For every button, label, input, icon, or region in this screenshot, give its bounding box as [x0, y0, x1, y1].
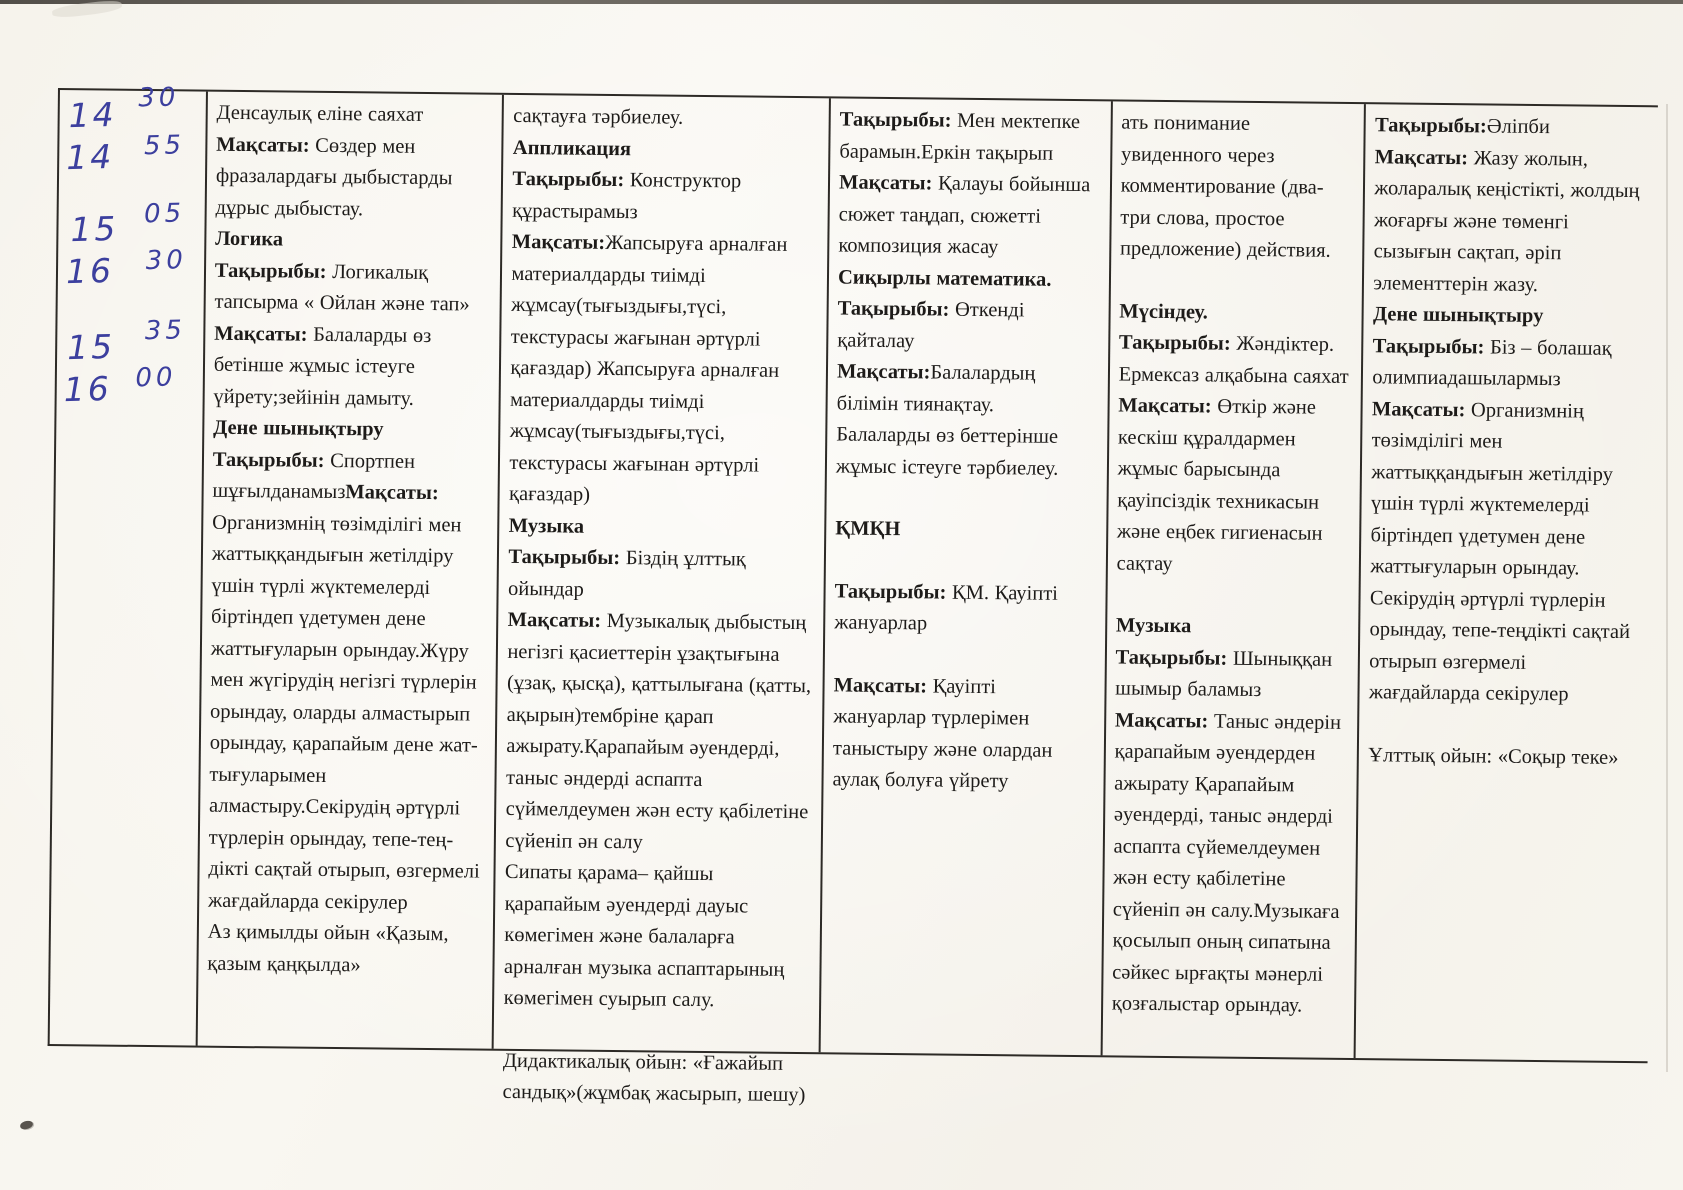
bold-label: Тақырыбы:	[834, 579, 947, 604]
paragraph	[1375, 110, 1648, 144]
ink-smudge	[19, 1119, 34, 1131]
text-run: Мен мектепке барамын.Еркін тақырып	[839, 109, 1081, 165]
paragraph	[1373, 299, 1646, 333]
paragraph	[837, 293, 1098, 359]
paragraph	[214, 255, 490, 321]
bold-label: Мақсаты:	[838, 171, 933, 195]
text-run: Өткенді қайталау	[837, 298, 1025, 352]
bold-label: Мүсіндеу.	[1119, 299, 1208, 323]
paragraph	[503, 857, 810, 1018]
text-run: Жәндіктер. Ермексаз алқабына саяхат	[1118, 332, 1349, 388]
paragraph	[1120, 108, 1354, 268]
time-minutes: 05	[143, 198, 186, 230]
bold-label: Мақсаты:	[214, 322, 308, 346]
blank-line	[834, 639, 1095, 673]
time-minutes: 30	[145, 245, 188, 277]
bold-label: Логика	[215, 227, 284, 251]
table-column-4	[821, 98, 1113, 1055]
paragraph	[837, 356, 1098, 422]
text-run: Спортпен шұғылданамыз	[212, 449, 416, 504]
handwritten-time	[65, 130, 196, 180]
scan-top-edge-artifact	[0, 0, 1683, 4]
text-run: Дидактикалық ойын: «Ғажайып сандық»(жұмбақ жасырып, шешу)	[502, 1049, 806, 1107]
bold-label: Мақсаты:	[507, 608, 602, 632]
paragraph	[1112, 705, 1348, 1022]
bold-label: Дене шынықтыру	[213, 416, 384, 441]
bold-label: Мақсаты:	[1374, 145, 1469, 169]
lesson-table	[48, 82, 1658, 1107]
paragraph	[207, 917, 483, 983]
blank-line	[835, 545, 1096, 579]
bold-label: Дене шынықтыру	[1372, 303, 1544, 328]
text-run: Жапсыруға арналған материалдарды тиімді жұмсау(тығыздығы,түсі, текстурасы жағынан әртүрлі қағаздар) Жапсыруға арналған материалдарды тиімді жұмсау(тығыздығы,түсі, текстурасы жағынан әртүрлі қағаздар)	[508, 231, 788, 506]
paragraph	[502, 1045, 808, 1111]
paragraph	[836, 419, 1097, 485]
text-run: Сипаты қарама– қайшы қарапайым әуендерді дауыс көмегімен және балаларға арналған музыка аспаптарының көмегімен суырып салу.	[503, 860, 785, 1012]
text-run: Денсаулық еліне саяхат	[216, 101, 424, 126]
table-column-3	[494, 95, 831, 1107]
bold-label: Мақсаты:	[216, 133, 310, 157]
bold-label: Музыка	[1115, 614, 1192, 638]
text-run: Балаларды өз бетінше жұмыс істеуге үйрету;зейінін дамыту.	[213, 323, 432, 410]
text-run: Қалауы бойынша сюжет таңдап, сюжетті композиция жасау	[838, 172, 1091, 259]
bold-label: Тақырыбы:	[839, 108, 952, 132]
paragraph	[838, 167, 1100, 264]
table-column-6	[1356, 104, 1658, 1061]
blank-line	[1116, 579, 1349, 613]
text-run: Сөздер мен фразалардағы дыбыстарды дұрыс дыбыстау.	[215, 134, 453, 220]
bold-label: Тақырыбы:	[212, 448, 325, 472]
bold-label: Мақсаты:	[511, 230, 606, 254]
text-run: Жазу жолын, жоларалық кеңістікті, жолдың жоғарғы және төменгі сызығын сақтап, әріп элементтерін жазу.	[1373, 146, 1640, 296]
bold-label: Тақырыбы:	[214, 259, 327, 283]
paragraph	[832, 670, 1094, 799]
handwritten-time	[65, 245, 194, 294]
time-hour: 16	[65, 250, 115, 292]
blank-line	[1368, 709, 1641, 743]
text-run: Әліпби	[1486, 115, 1551, 139]
text-run: Музыкалық дыбыстың негізгі қасиеттерін ұзақтығына (ұзақ, қысқа), қаттылығана (қатты, ақырын)тембріне қарап ажырату.Қарапайым әуендерді, таныс әндерді аспапта сүймелдеумен жән есту қабілетіне сүйеніп ән салу	[505, 609, 812, 853]
text-run: сақтауға тәрбиелеу.	[513, 104, 684, 129]
table-column-5	[1102, 101, 1366, 1058]
bold-label: Сиқырлы математика.	[837, 265, 1052, 291]
text-run: Логикалық тапсырма « Ойлан және тап»	[214, 260, 470, 316]
blank-line	[503, 1014, 809, 1048]
bold-label: Тақырыбы:	[1118, 331, 1231, 355]
blank-line	[835, 482, 1096, 516]
text-run: Организмнің төзімділігі мен жаттыққандығын жетілдіру үшін түрлі жүктемелерді біртіндеп үдетумен дене жаттығуларын орындау.Жүру мен жүгірудің негізгі түрлерін орындау, оларды алмастырып орындау, қарапайым дене жат- тығуларымен алмастыру.Секірудің әртүрлі түрлерін орындау, тепе-тең- дікті сақтай отырып, өзгермелі жағдайларда секірулер	[207, 511, 480, 914]
paragraph	[508, 542, 814, 608]
paragraph	[216, 98, 492, 132]
time-minutes: 30	[137, 82, 180, 114]
paragraph	[1116, 390, 1351, 582]
bold-label: Тақырыбы:	[1374, 114, 1487, 138]
handwritten-time	[63, 362, 193, 412]
time-hour: 16	[63, 368, 113, 410]
paragraph	[1119, 296, 1352, 330]
text-run: Шыныққан шымыр баламыз	[1115, 647, 1333, 702]
paragraph	[213, 413, 489, 447]
text-run: Біздің ұлттық ойындар	[507, 547, 746, 601]
text-run: Организмнің төзімділігі мен жаттыққандығын жетілдіру үшін түрлі жүктемелерді біртіндеп үдетумен дене жаттығуларын орындау. Секірудің әртүрлі түрлерін орындау, тепе-теңдікті сақтай отырып өзгермелі жағдайларда секірулер	[1368, 398, 1631, 706]
time-hour: 14	[65, 136, 115, 178]
bold-label: Аппликация	[512, 136, 632, 160]
paragraph	[835, 513, 1096, 547]
bold-label: Мақсаты:	[836, 360, 931, 384]
time-minutes: 00	[135, 362, 177, 394]
paragraph	[208, 444, 489, 919]
bold-label: Тақырыбы:	[1115, 645, 1228, 670]
paragraph	[1369, 394, 1645, 712]
paragraph	[1368, 740, 1641, 774]
text-run: Өткір және кескіш құралдармен жұмыс барысында қауіпсіздік техникасын және еңбек гигиенасын сақтау	[1116, 395, 1323, 575]
paragraph	[513, 132, 819, 167]
paragraph	[1118, 327, 1351, 393]
text-run: Ұлттық ойын: «Соқыр теке»	[1368, 743, 1619, 769]
page-edge-shadow	[1666, 104, 1668, 1072]
paragraph	[838, 262, 1099, 296]
bold-label: Мақсаты:	[345, 481, 439, 505]
time-hour: 15	[66, 326, 116, 368]
bold-label: ҚМҚН	[835, 517, 901, 541]
bold-label: Тақырыбы:	[512, 167, 625, 192]
paragraph	[513, 101, 819, 136]
bold-label: Музыка	[508, 514, 585, 538]
paragraph	[509, 510, 815, 545]
text-run: Балаларды өз беттерінше жұмыс істеуге тәрбиелеу.	[835, 423, 1059, 480]
text-run: Біз – болашақ олимпиадашылармыз	[1372, 335, 1612, 391]
blank-line	[1119, 265, 1352, 299]
paragraph	[1373, 142, 1647, 302]
table-column-1	[50, 82, 208, 1046]
bold-label: Мақсаты:	[1371, 397, 1466, 421]
time-minutes: 35	[144, 315, 187, 347]
paragraph	[839, 104, 1100, 170]
bold-label: Тақырыбы:	[508, 545, 621, 570]
bold-label: Мақсаты:	[1118, 394, 1212, 418]
paragraph	[1116, 610, 1349, 644]
paragraph	[213, 318, 490, 415]
paragraph	[834, 576, 1095, 642]
text-run: Қауіпті жануарлар түрлерімен таныстыру және олардан аулақ болуға үйрету	[832, 674, 1053, 793]
time-minutes: 55	[143, 130, 186, 162]
text-run: ать понимание увиденного через комментирование (два-три слова, простое предложение) действия.	[1119, 111, 1331, 262]
paragraph	[512, 164, 818, 230]
text-run: Конструктор құрастырамыз	[512, 169, 742, 223]
paragraph	[505, 605, 813, 860]
paragraph	[1115, 642, 1348, 708]
time-hour: 14	[68, 94, 118, 136]
text-run: ҚМ. Қауіпті жануарлар	[834, 581, 1059, 635]
text-run: Балалардың білімін тиянақтау.	[836, 361, 1036, 416]
table-column-2	[197, 92, 504, 1049]
paragraph	[509, 227, 818, 514]
bold-label: Тақырыбы:	[1372, 334, 1485, 358]
paragraph	[1372, 331, 1645, 397]
bold-label: Мақсаты:	[833, 673, 928, 697]
bold-label: Мақсаты:	[1114, 708, 1209, 732]
paragraph	[215, 129, 492, 226]
bold-label: Тақырыбы:	[837, 297, 950, 321]
time-hour: 15	[69, 208, 119, 250]
paragraph	[215, 224, 491, 258]
text-run: Аз қимылды ойын «Қазым, қазым қаңқылда»	[207, 920, 449, 976]
text-run: Таныс әндерін қарапайым әуендерден ажырату Қарапайым әуендерді, таныс әндерді аспапта сүйемелдеумен жән есту қабілетіне сүйеніп ән салу.Музыкаға қосылып оның сипатына сәйкес ырғақты мәнерлі қозғалыстар орындау.	[1111, 709, 1342, 1017]
